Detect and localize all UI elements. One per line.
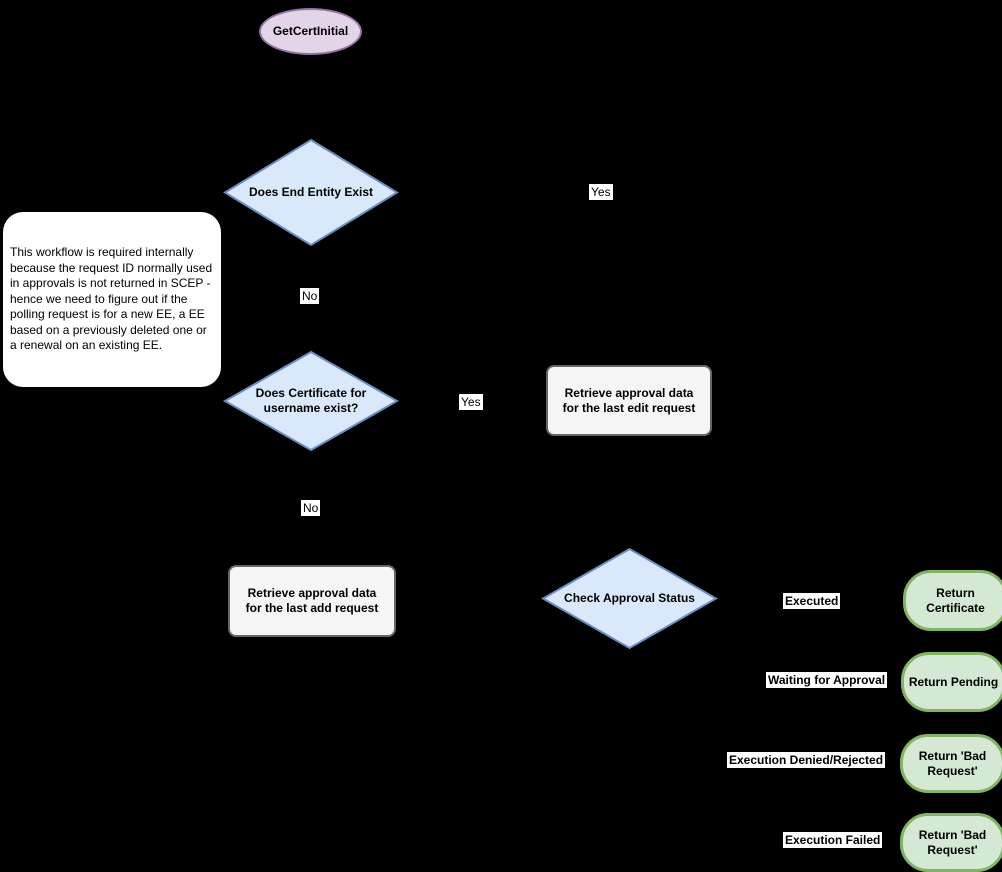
process-retrieve-edit-request xyxy=(546,365,712,436)
start-node-label: GetCertInitial xyxy=(272,24,349,38)
edge-label-executed: Executed xyxy=(785,594,839,608)
process-retrieve-add-request xyxy=(228,565,396,637)
decision-end-entity-label: Does End Entity Exist xyxy=(248,185,374,199)
decision-end-entity-exists xyxy=(225,140,397,245)
process-edit-request-label: Retrieve approval data for the last edit request xyxy=(562,385,696,415)
terminal-return-bad-request-failed xyxy=(900,813,1002,872)
terminal-return-bad-request-denied-label: Return 'Bad Request' xyxy=(918,748,987,778)
edge-label-execution-failed: Execution Failed xyxy=(785,833,881,847)
decision-certificate-label: Does Certificate for username exist? xyxy=(255,386,367,415)
edge-label-execution-denied-rejected: Execution Denied/Rejected xyxy=(729,753,884,767)
terminal-return-certificate xyxy=(903,570,1002,631)
edge-label-yes-end-entity: Yes xyxy=(591,185,611,199)
terminal-return-bad-request-failed-label: Return 'Bad Request' xyxy=(918,827,987,857)
terminal-return-certificate-label: Return Certificate xyxy=(926,585,985,615)
note-box xyxy=(3,212,221,387)
terminal-return-pending-label: Return Pending xyxy=(908,674,999,689)
edge-label-yes-certificate: Yes xyxy=(461,395,481,409)
terminal-return-pending xyxy=(901,652,1002,712)
edge-label-waiting-for-approval: Waiting for Approval xyxy=(768,673,886,687)
process-add-request-label: Retrieve approval data for the last add request xyxy=(245,586,379,615)
edge-label-no-end-entity: No xyxy=(302,289,318,303)
note-text: This workflow is required internally because the request ID normally used in approvals is not returned in SCEP - hence we need to figure out if the polling request is for a new EE, a EE based on a previously deleted one or a renewal on an existing EE. xyxy=(10,244,213,353)
edge-label-no-certificate: No xyxy=(303,501,319,515)
decision-certificate-exists xyxy=(225,352,397,450)
decision-approval-status-label: Check Approval Status xyxy=(564,591,695,605)
start-node-getcertinitial xyxy=(259,8,362,55)
terminal-return-bad-request-denied xyxy=(900,734,1002,793)
decision-check-approval-status xyxy=(543,549,716,648)
